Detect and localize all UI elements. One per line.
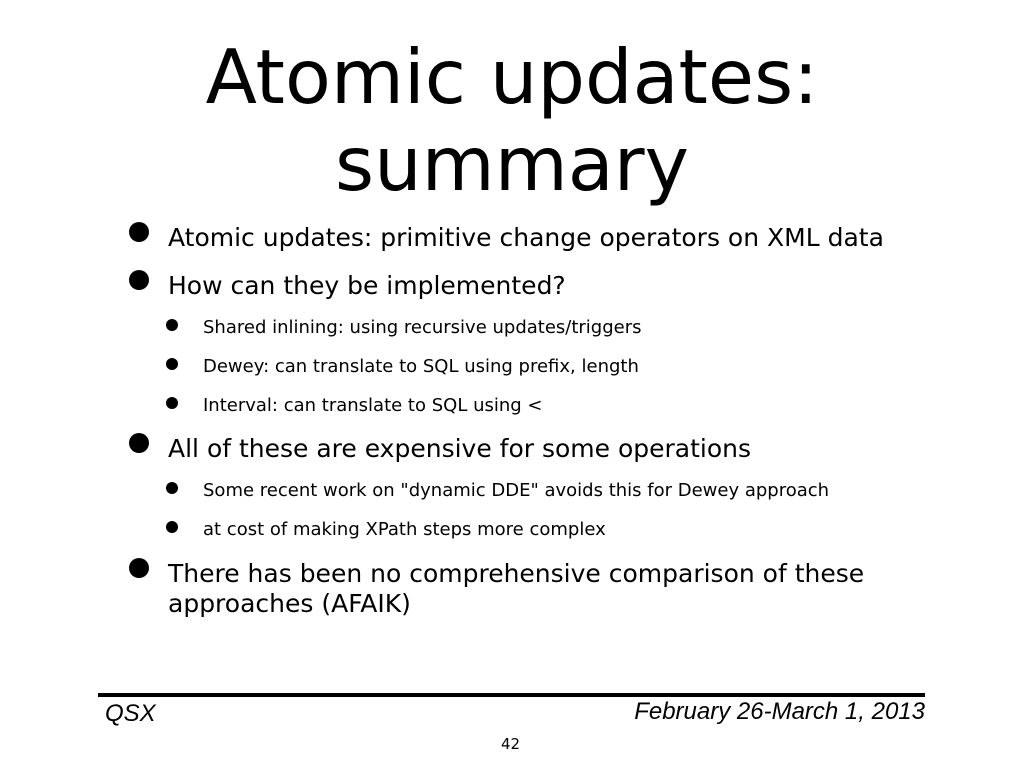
footer-course-label: QSX (105, 700, 156, 727)
bullet-text: All of these are expensive for some operations (168, 434, 752, 463)
footer-divider (98, 693, 925, 697)
bullet-marker (129, 433, 149, 453)
bullet-marker (129, 270, 149, 290)
sub-bullet-marker (166, 319, 178, 331)
sub-bullet-marker (166, 397, 178, 409)
bullet-marker (129, 222, 149, 242)
sub-bullet-text: Dewey: can translate to SQL using prefix, length (203, 356, 639, 377)
bullet-marker (129, 558, 149, 578)
footer-date: February 26-March 1, 2013 (634, 698, 925, 725)
bullet-text: There has been no comprehensive comparison of these approaches (AFAIK) (168, 559, 865, 618)
slide-title: Atomic updates: summary (205, 33, 819, 208)
sub-bullet-marker (166, 358, 178, 370)
sub-bullet-text: Interval: can translate to SQL using < (203, 395, 543, 416)
sub-bullet-marker (166, 521, 178, 533)
bullet-text: How can they be implemented? (168, 271, 566, 300)
sub-bullet-text: Some recent work on "dynamic DDE" avoids this for Dewey approach (203, 480, 830, 501)
sub-bullet-marker (166, 482, 178, 494)
bullet-text: Atomic updates: primitive change operators on XML data (168, 223, 884, 252)
page-number: 42 (501, 735, 521, 753)
sub-bullet-text: Shared inlining: using recursive updates/triggers (203, 317, 642, 338)
sub-bullet-text: at cost of making XPath steps more complex (203, 519, 606, 540)
